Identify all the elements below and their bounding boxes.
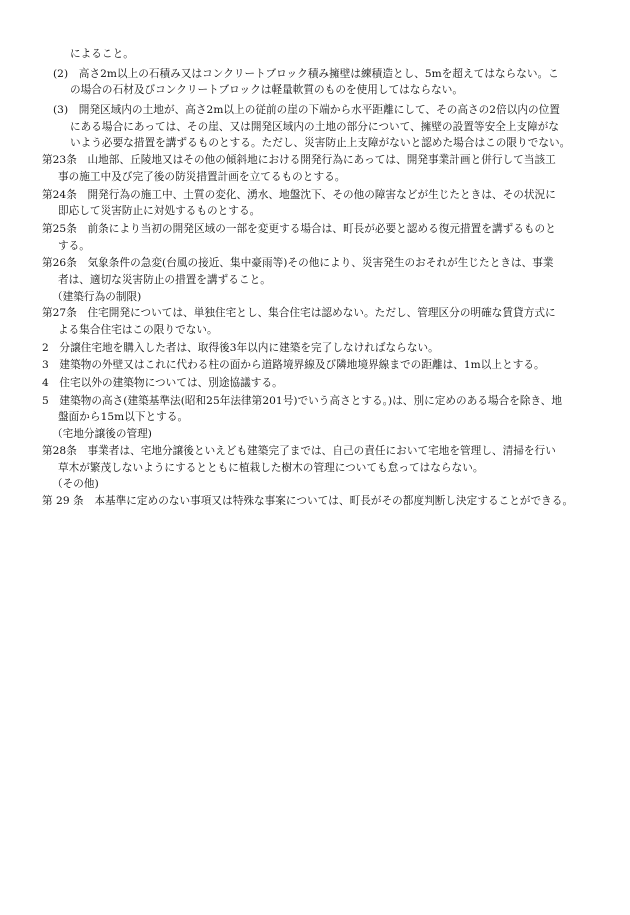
article-23-line: 第23条 山地部、丘陵地又はその他の傾斜地における開発行為にあっては、開発事業計画と併行して当該工 [42, 154, 556, 167]
clause-line: 4 住宅以外の建築物については、別途協議する。 [42, 377, 283, 390]
item-2-line: (2) 高さ2m以上の石積み又はコンクリートブロック積み擁壁は練積造とし、5mを超えてはならない。こ [53, 67, 559, 80]
document-body [0, 46, 630, 510]
text-line: 事の施工中及び完了後の防災措置計画を立てるものとする。 [58, 170, 346, 183]
clause-line: 2 分譲住宅地を購入した者は、取得後3年以内に建築を完了しなければならない。 [42, 341, 439, 354]
article-26-line: 第26条 気象条件の急変(台風の接近、集中豪雨等)その他により、災害発生のおそれが生じたときは、事業 [42, 257, 554, 270]
text-line: にある場合にあっては、その崖、又は開発区域内の土地の部分について、擁壁の設置等安全上支障がな [70, 120, 560, 133]
text-line: 草木が繁茂しないようにするとともに植栽した樹木の管理についても怠ってはならない。 [58, 461, 484, 474]
article-25-line: 第25条 前条により当初の開発区域の一部を変更する場合は、町長が必要と認める復元措置を講ずるものと [42, 222, 556, 235]
text-line: 即応して災害防止に対処するものとする。 [58, 205, 261, 218]
text-line: の場合の石材及びコンクリートブロックは軽量軟質のものを使用してはならない。 [70, 84, 464, 97]
section-heading: （建築行為の制限) [52, 290, 142, 303]
item-3-line: (3) 開発区域内の土地が、高さ2m以上の従前の崖の下端から水平距離にして、その高さの2倍以内の位置 [53, 104, 560, 117]
text-line: いよう必要な措置を講ずるものとする。ただし、災害防止上支障がないと認めた場合はこの限りでない。 [70, 137, 571, 150]
section-heading: （その他) [52, 478, 99, 491]
clause-line: 5 建築物の高さ(建築基準法(昭和25年法律第201号)でいう高さとする。)は、別に定めのある場合を除き、地 [42, 394, 563, 407]
article-28-line: 第28条 事業者は、宅地分譲後といえども建築完了までは、自己の責任において宅地を管理し、清掃を行い [42, 444, 556, 457]
section-heading: （宅地分譲後の管理) [52, 428, 152, 441]
article-29-line: 第 29 条 本基準に定めのない事項又は特殊な事案については、町長がその都度判断し決定することができる。 [42, 494, 574, 507]
text-line: 者は、適切な災害防止の措置を講ずること。 [58, 273, 271, 286]
text-line: 盤面から15m以下とする。 [58, 411, 189, 424]
text-line: よる集合住宅はこの限りでない。 [58, 324, 218, 336]
text-line: する。 [58, 239, 90, 252]
article-27-line: 第27条 住宅開発については、単独住宅とし、集合住宅は認めない。ただし、管理区分の明確な賃貸方式に [42, 307, 556, 320]
text-line: によること。 [70, 48, 134, 60]
article-24-line: 第24条 開発行為の施工中、土質の変化、湧水、地盤沈下、その他の障害などが生じたときは、その状況に [42, 188, 556, 201]
clause-line: 3 建築物の外壁又はこれに代わる柱の面から道路境界線及び隣地境界線までの距離は、1m以上とする。 [42, 359, 545, 372]
